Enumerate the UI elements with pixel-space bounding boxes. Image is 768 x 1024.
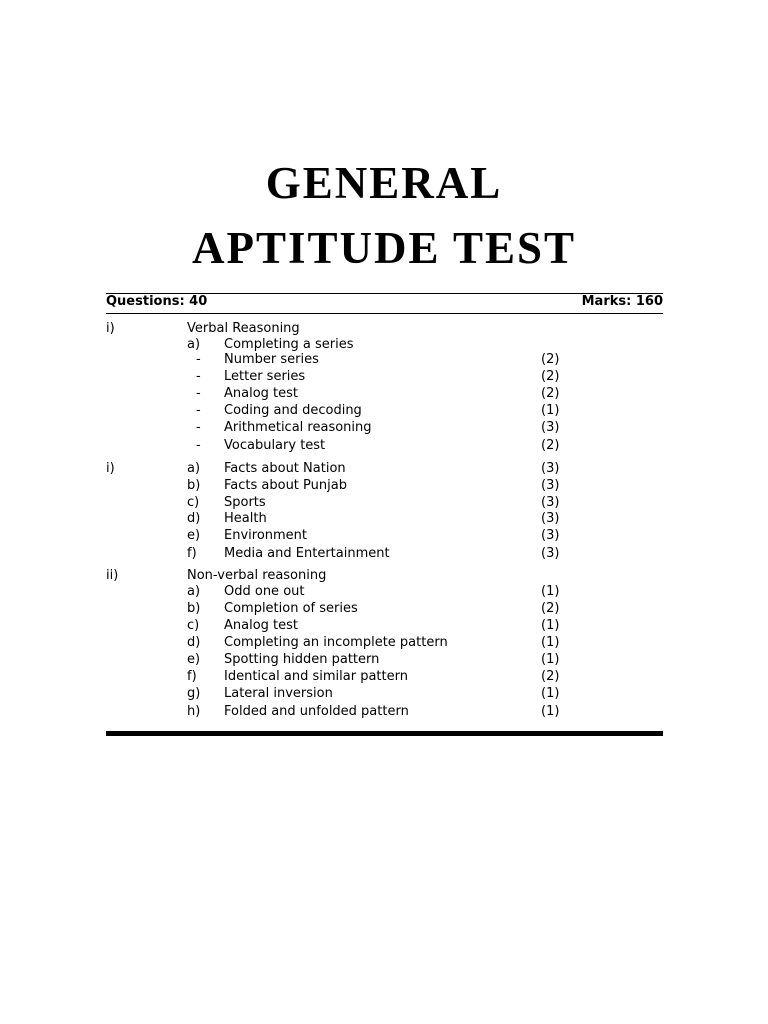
item-label: Folded and unfolded pattern — [224, 704, 409, 719]
item-label: Identical and similar pattern — [224, 669, 408, 684]
list-item — [0, 617, 768, 634]
section-number: i) — [106, 321, 115, 336]
item-marks: (2) — [541, 352, 560, 367]
item-marks: (2) — [541, 601, 560, 616]
list-item — [0, 634, 768, 651]
item-label: Media and Entertainment — [224, 546, 390, 561]
item-marks: (1) — [541, 635, 560, 650]
list-item — [0, 460, 768, 477]
list-item — [0, 685, 768, 702]
header-bottom-rule — [106, 313, 663, 314]
item-label: Vocabulary test — [224, 438, 326, 453]
questions-count: Questions: 40 — [106, 294, 208, 309]
item-marker: - — [196, 438, 201, 453]
item-marker: b) — [187, 478, 201, 493]
item-label: Environment — [224, 528, 308, 543]
section-title: Verbal Reasoning — [187, 321, 300, 336]
item-label: Spotting hidden pattern — [224, 652, 380, 667]
list-item — [0, 351, 768, 368]
item-marks: (3) — [541, 478, 560, 493]
item-label: Completion of series — [224, 601, 358, 616]
item-label: Arithmetical reasoning — [224, 420, 372, 435]
item-marker: g) — [187, 686, 201, 701]
item-marker: - — [196, 386, 201, 401]
list-item — [0, 545, 768, 562]
item-marks: (3) — [541, 511, 560, 526]
list-item — [0, 402, 768, 419]
item-label: Coding and decoding — [224, 403, 362, 418]
item-label: Letter series — [224, 369, 306, 384]
item-marker: a) — [187, 337, 201, 352]
page-title-line-2: APTITUDE TEST — [191, 223, 577, 273]
item-marks: (3) — [541, 420, 560, 435]
page-title-line-1: GENERAL — [265, 158, 503, 208]
item-label: Number series — [224, 352, 319, 367]
list-item — [0, 600, 768, 617]
item-marker: c) — [187, 495, 200, 510]
list-item — [0, 477, 768, 494]
item-marks: (3) — [541, 461, 560, 476]
section-heading-row — [0, 567, 768, 584]
item-label: Analog test — [224, 386, 299, 401]
item-marker: c) — [187, 618, 200, 633]
item-marks: (1) — [541, 403, 560, 418]
footer-thick-rule — [106, 731, 663, 736]
item-marker: f) — [187, 669, 197, 684]
item-marks: (1) — [541, 652, 560, 667]
item-marks: (1) — [541, 704, 560, 719]
list-item — [0, 703, 768, 720]
item-marker: d) — [187, 635, 201, 650]
item-label: Sports — [224, 495, 266, 510]
list-item — [0, 494, 768, 511]
item-marks: (2) — [541, 369, 560, 384]
item-marker: - — [196, 369, 201, 384]
item-marks: (1) — [541, 618, 560, 633]
list-item — [0, 651, 768, 668]
section-number: ii) — [106, 568, 119, 583]
item-marker: a) — [187, 461, 201, 476]
list-item — [0, 437, 768, 454]
item-label: Completing a series — [224, 337, 354, 352]
item-marker: h) — [187, 704, 201, 719]
list-item — [0, 527, 768, 544]
item-label: Analog test — [224, 618, 299, 633]
item-label: Odd one out — [224, 584, 305, 599]
list-item — [0, 510, 768, 527]
list-item — [0, 368, 768, 385]
item-marks: (3) — [541, 546, 560, 561]
total-marks: Marks: 160 — [581, 294, 663, 309]
list-item — [0, 385, 768, 402]
item-marks: (1) — [541, 584, 560, 599]
item-marks: (2) — [541, 386, 560, 401]
item-label: Completing an incomplete pattern — [224, 635, 448, 650]
list-item — [0, 668, 768, 685]
item-label: Lateral inversion — [224, 686, 333, 701]
item-marks: (3) — [541, 528, 560, 543]
list-item — [0, 419, 768, 436]
item-marker: - — [196, 420, 201, 435]
item-marker: a) — [187, 584, 201, 599]
section-title: Non-verbal reasoning — [187, 568, 327, 583]
item-marker: f) — [187, 546, 197, 561]
item-marker: - — [196, 403, 201, 418]
section-heading-row — [0, 320, 768, 337]
item-marks: (2) — [541, 438, 560, 453]
section-number: i) — [106, 461, 115, 476]
item-marks: (1) — [541, 686, 560, 701]
item-marks: (3) — [541, 495, 560, 510]
item-label: Facts about Nation — [224, 461, 346, 476]
list-item — [0, 583, 768, 600]
item-marker: e) — [187, 652, 201, 667]
item-label: Facts about Punjab — [224, 478, 347, 493]
item-label: Health — [224, 511, 267, 526]
item-marker: b) — [187, 601, 201, 616]
item-marks: (2) — [541, 669, 560, 684]
item-marker: d) — [187, 511, 201, 526]
item-marker: - — [196, 352, 201, 367]
item-marker: e) — [187, 528, 201, 543]
